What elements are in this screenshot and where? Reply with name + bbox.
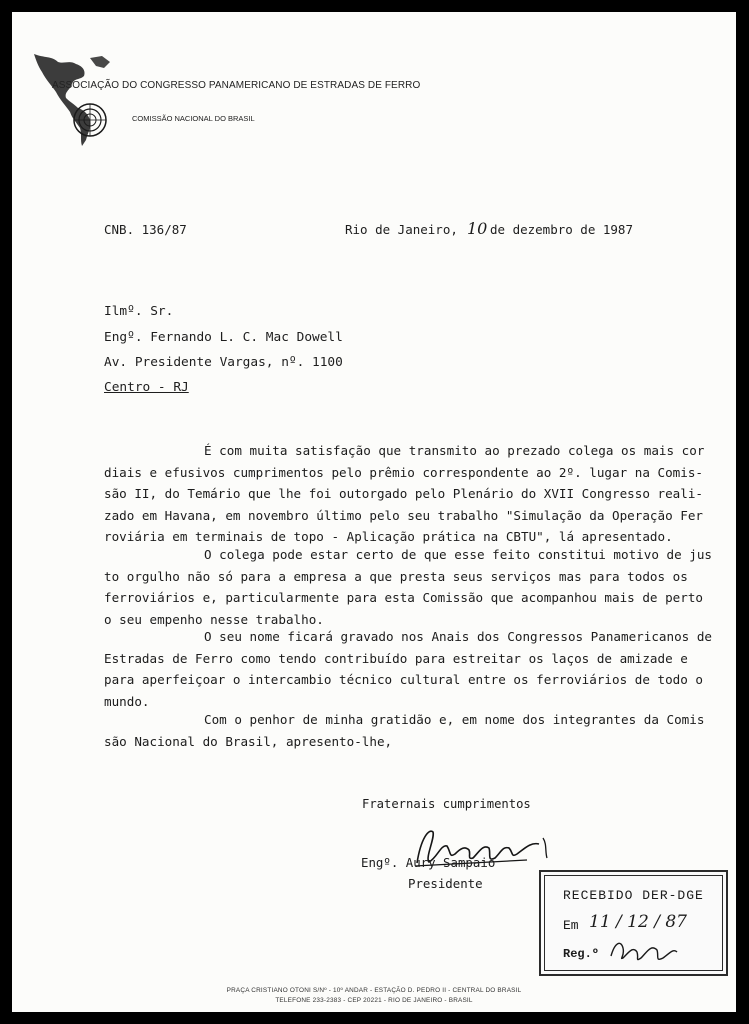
paragraph-line: roviária em terminais de topo - Aplicação prática na CBTU", lá apresentado. [104,529,673,544]
paragraph-line: mundo. [104,693,150,709]
stamp-date-label: Em [563,918,579,933]
stamp-initials-icon [607,934,687,966]
paragraph-line: É com muita satisfação que transmito ao prezado colega os mais cor [204,443,705,458]
date-day-handwritten: 10 [467,219,488,238]
americas-map-logo-icon [30,48,130,148]
paragraph-line: O colega pode estar certo de que esse feito constitui motivo de jus [204,547,712,562]
stamp-date-handwritten: 11 / 12 / 87 [589,912,687,932]
stamp-title: RECEBIDO DER-DGE [563,888,704,903]
paragraph-line: to orgulho não só para a empresa a que presta seus serviços mas para todos os [104,568,688,584]
paragraph-line: para aperfeiçoar o intercambio técnico cultural entre os ferroviários de todo o [104,672,703,687]
recipient-street: Av. Presidente Vargas, nº. 1100 [104,355,343,370]
paragraph-line: Com o penhor de minha gratidão e, em nome dos integrantes da Comis [204,712,705,727]
paragraph-3 [104,626,712,712]
footer-contact: TELEFONE 233-2383 - CEP 20221 - RIO DE JANEIRO - BRASIL [275,997,473,1004]
paragraph-line: diais e efusivos cumprimentos pelo prêmio correspondente ao 2º. lugar na Comis- [104,464,703,480]
paragraph-4 [104,709,705,752]
date-month-year: de dezembro de 1987 [490,222,633,237]
closing-phrase: Fraternais cumprimentos [362,797,531,811]
signer-title: Presidente [408,876,483,891]
paragraph-line: o seu empenho nesse trabalho. [104,611,324,627]
organization-name: ASSOCIAÇÃO DO CONGRESSO PANAMERICANO DE ESTRADAS DE FERRO [52,80,421,91]
letter-page [12,12,736,1012]
stamp-reg-label: Reg.º [563,947,600,961]
paragraph-2 [104,544,712,630]
date-city: Rio de Janeiro, [345,222,458,237]
paragraph-line: ferroviários e, particularmente para esta Comissão que acompanhou mais de perto [104,590,703,605]
paragraph-line: são Nacional do Brasil, apresento-lhe, [104,733,393,749]
received-stamp [539,870,728,976]
paragraph-1 [104,440,705,548]
recipient-name: Engº. Fernando L. C. Mac Dowell [104,330,343,345]
commission-name: COMISSÃO NACIONAL DO BRASIL [132,114,255,123]
recipient-city: Centro - RJ [104,380,189,395]
recipient-salutation: Ilmº. Sr. [104,304,174,319]
signer-name: Engº. Aury Sampaio [361,855,496,870]
paragraph-line: Estradas de Ferro como tendo contribuído para estreitar os laços de amizade e [104,650,688,666]
footer-address: PRAÇA CRISTIANO OTONI S/Nº - 10º ANDAR - ESTAÇÃO D. PEDRO II - CENTRAL DO BRASIL [226,987,522,994]
reference-number: CNB. 136/87 [104,222,187,237]
paragraph-line: são II, do Temário que lhe foi outorgado pelo Plenário do XVII Congresso reali- [104,486,703,501]
paragraph-line: O seu nome ficará gravado nos Anais dos Congressos Panamericanos de [204,629,712,644]
paragraph-line: zado em Havana, em novembro último pelo seu trabalho "Simulação da Operação Fer [104,507,703,523]
